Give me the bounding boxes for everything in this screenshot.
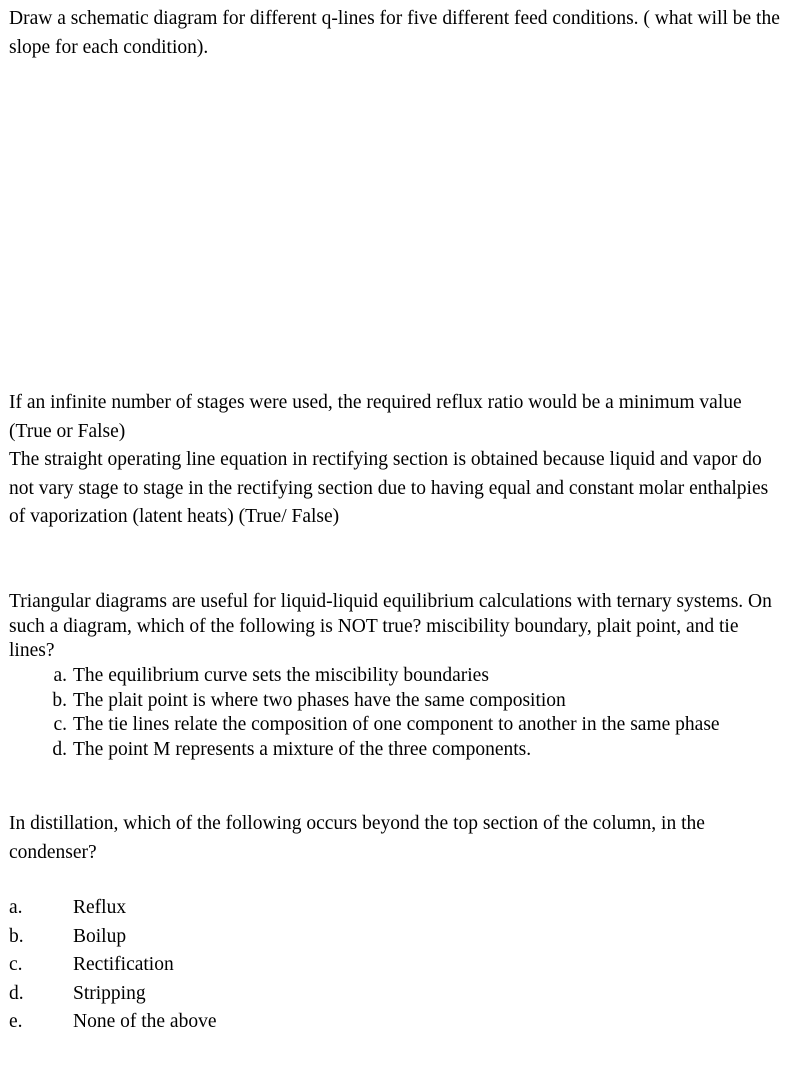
option-item (40, 713, 780, 738)
option-marker: b. (52, 689, 67, 711)
option-text: The point M represents a mixture of the three components. (73, 738, 532, 760)
option-item (9, 923, 409, 952)
option-item (40, 738, 780, 763)
triangular-options-list (40, 664, 780, 762)
option-text: Reflux (73, 897, 127, 918)
option-marker: b. (9, 925, 24, 947)
option-item (9, 980, 409, 1009)
option-item (40, 664, 780, 689)
option-item (40, 689, 780, 714)
option-text: Boilup (73, 925, 127, 947)
statement-operating-line: The straight operating line equation in rectifying section is obtained because liquid and vapor do not vary stage to stage in the rectifying section due to having equal and constant molar enthalpies of vaporization (latent heats) (True/ False) (9, 449, 769, 528)
question-triangular-diagrams: Triangular diagrams are useful for liquid-liquid equilibrium calculations with ternary systems. On such a diagram, which of the following is NOT true? miscibility boundary, plait point, and tie lines? (9, 591, 772, 661)
option-text: The tie lines relate the composition of one component to another in the same phase (73, 714, 720, 735)
option-marker: a. (9, 897, 23, 918)
option-text: The plait point is where two phases have the same composition (73, 689, 566, 711)
statement-infinite-stages: If an infinite number of stages were used, the required reflux ratio would be a minimum value (True or False) (9, 392, 742, 442)
option-text: The equilibrium curve sets the miscibility boundaries (73, 665, 489, 686)
question-distillation-condenser: In distillation, which of the following occurs beyond the top section of the column, in the condenser? (9, 813, 705, 863)
option-marker: e. (9, 1011, 23, 1033)
option-marker: d. (9, 982, 24, 1004)
option-marker: c. (9, 954, 23, 976)
option-text: Stripping (73, 982, 146, 1004)
distillation-options-list (9, 894, 409, 1037)
question-q-lines: Draw a schematic diagram for different q-lines for five different feed conditions. ( what will be the slope for each condition). (9, 8, 780, 58)
option-text: None of the above (73, 1011, 217, 1033)
option-marker: d. (52, 738, 67, 760)
option-item (9, 1008, 409, 1037)
option-text: Rectification (73, 954, 174, 976)
option-item (9, 951, 409, 980)
option-item (9, 894, 409, 923)
option-marker: c. (53, 714, 67, 735)
option-marker: a. (53, 665, 67, 686)
